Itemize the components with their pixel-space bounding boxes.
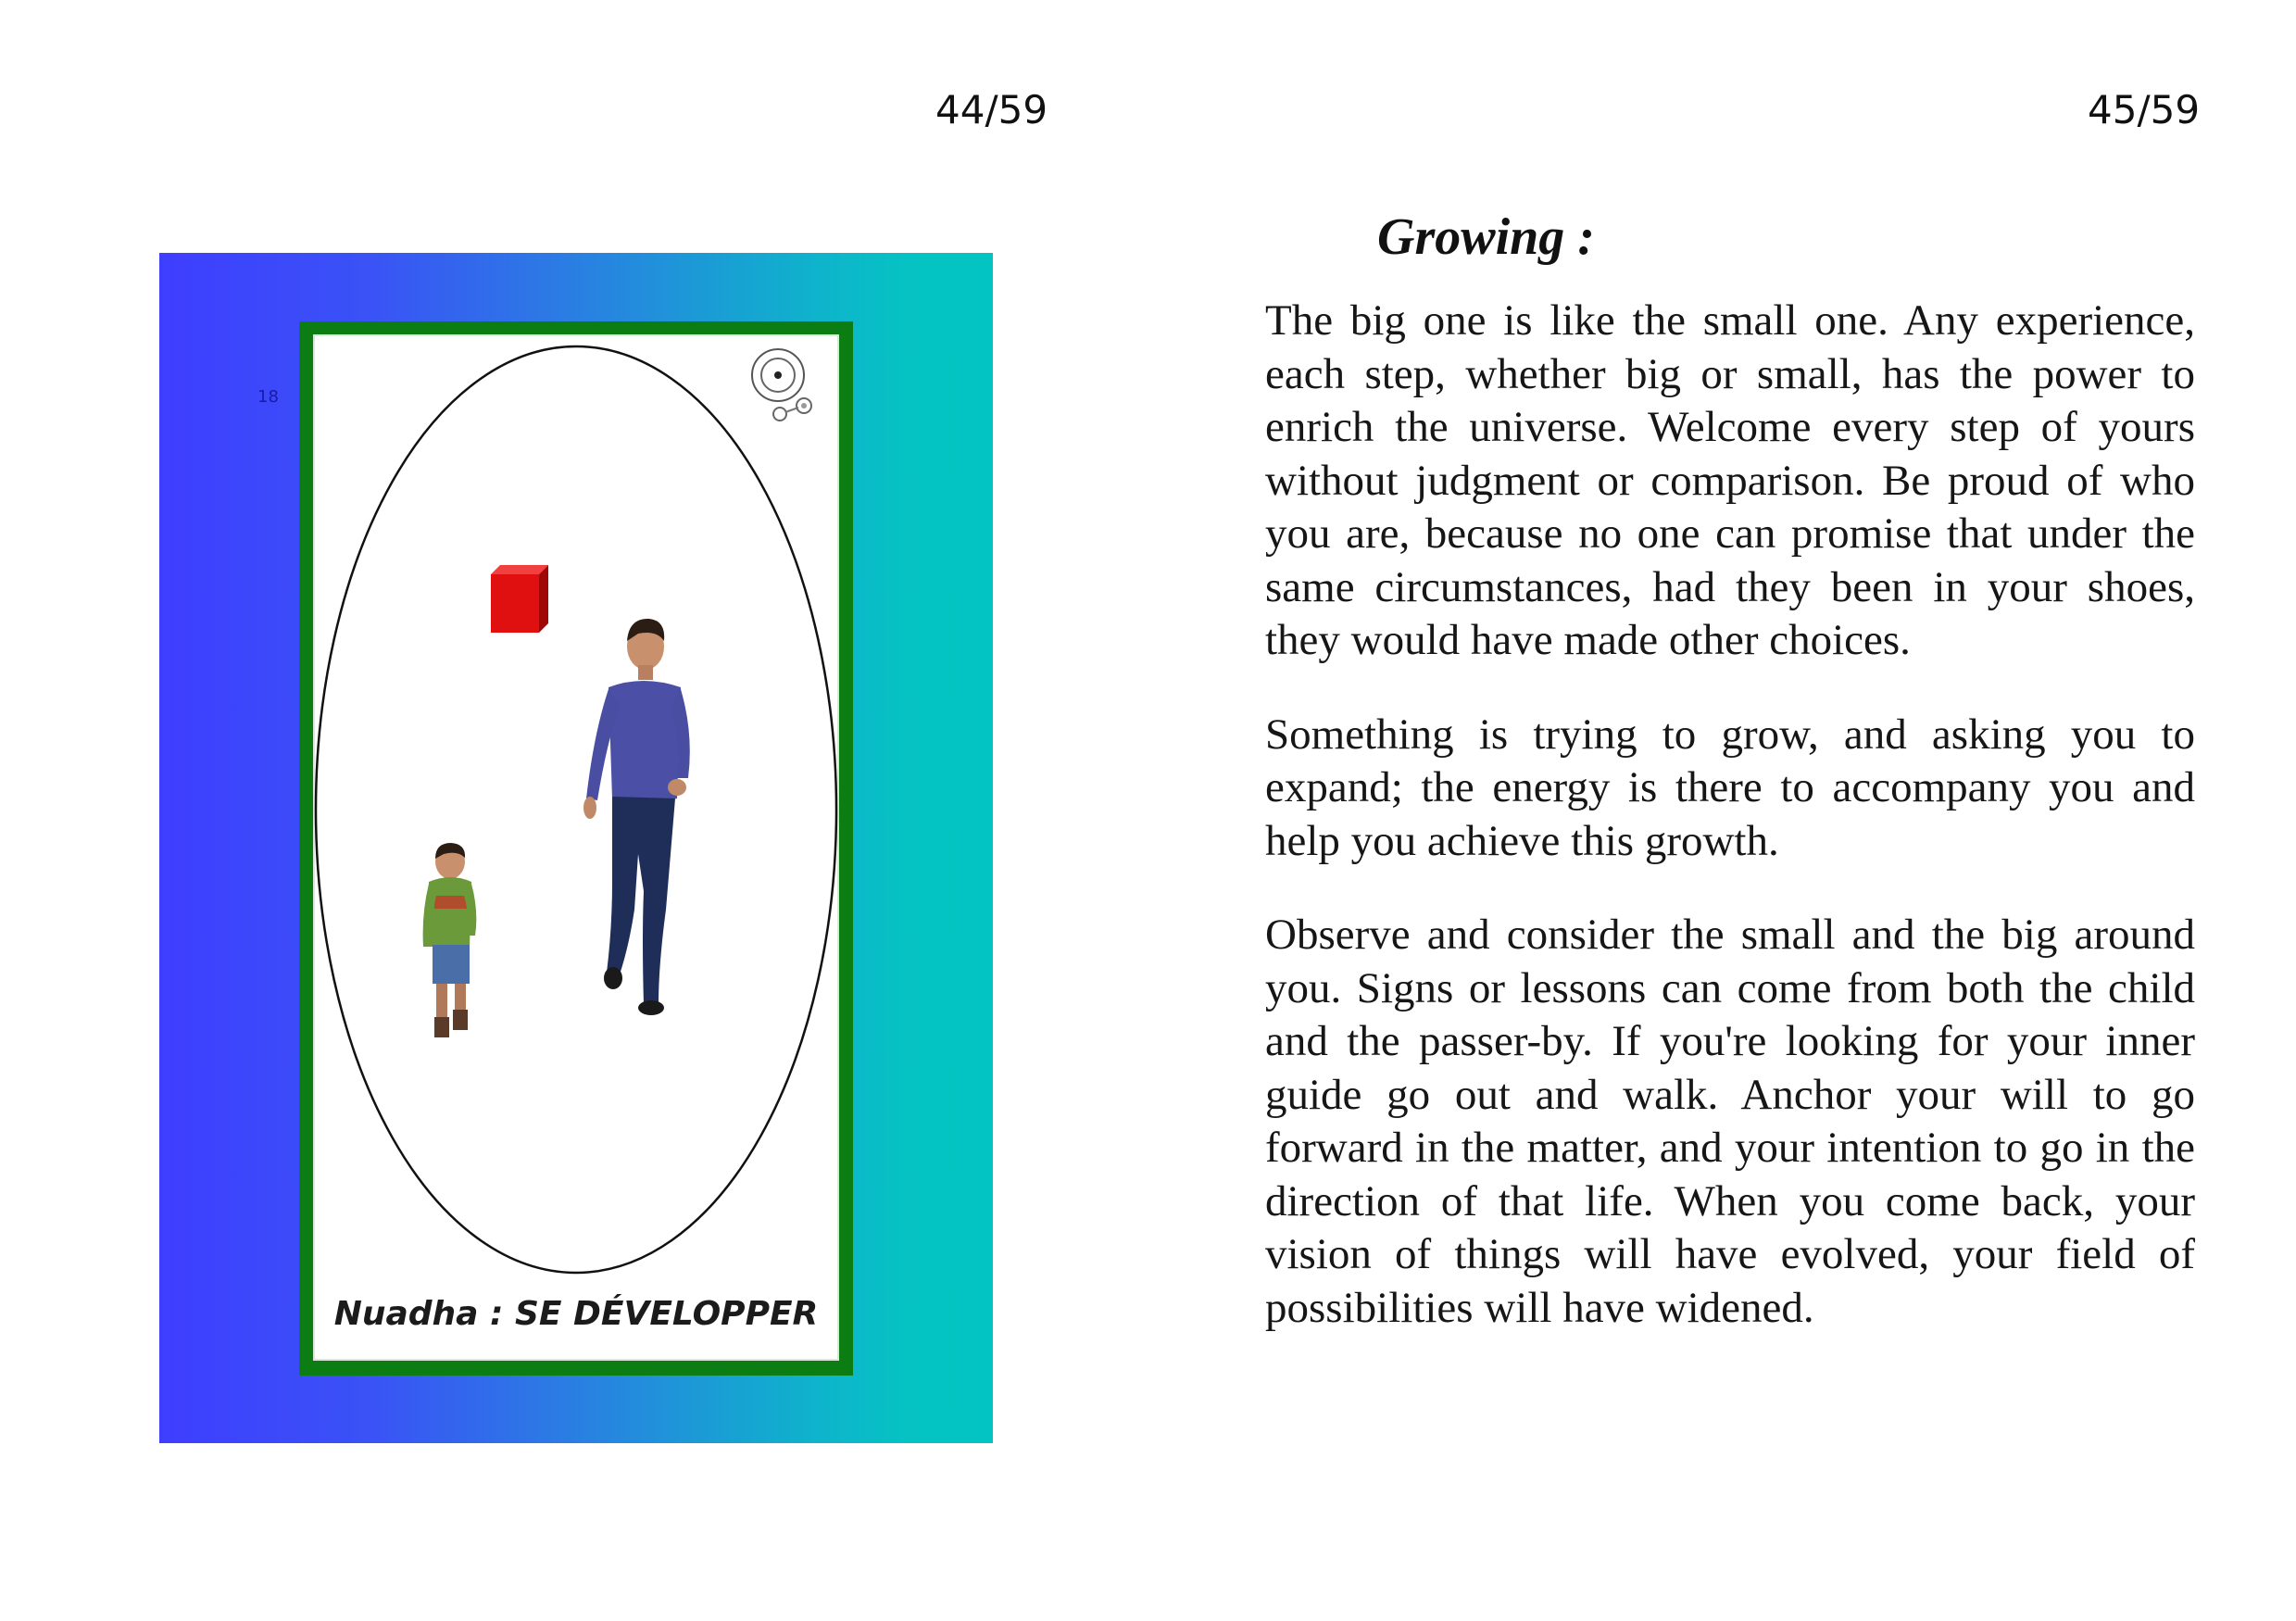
card-caption: Nuadha : SE DÉVELOPPER (333, 1295, 819, 1333)
page-number-right: 45/59 (2088, 87, 2201, 132)
page-heading: Growing : (1377, 208, 1595, 266)
red-cube (491, 565, 548, 633)
card-illustration (314, 335, 838, 1360)
card-number: 18 (257, 387, 279, 407)
page-number-left: 44/59 (935, 87, 1048, 132)
paragraph-1: The big one is like the small one. Any experience, each step, whether big or small, has the power to enrich the universe. Welcome every step of yours without judgment or comparison. Be proud of who you are, because no one can promise that under the same circumstances, had they been in your shoes, they would have made other choices. (1265, 296, 2195, 664)
paragraph-2: Something is trying to grow, and asking you to expand; the energy is there to accompany you and help you achieve this growth. (1265, 710, 2195, 865)
right-page-text (1265, 200, 2195, 1335)
man-figure (583, 619, 690, 1015)
child-figure (423, 843, 477, 1037)
paragraph-3: Observe and consider the small and the big around you. Signs or lessons can come from both the child and the passer-by. If you're looking for your inner guide go out and walk. Anchor your will to go forward in the matter, and your intention to go in the direction of that life. When you come back, your vision of things will have evolved, your field of possibilities will have widened. (1265, 911, 2195, 1332)
card-ellipse (316, 346, 836, 1273)
spiral-symbol-icon (752, 349, 811, 421)
